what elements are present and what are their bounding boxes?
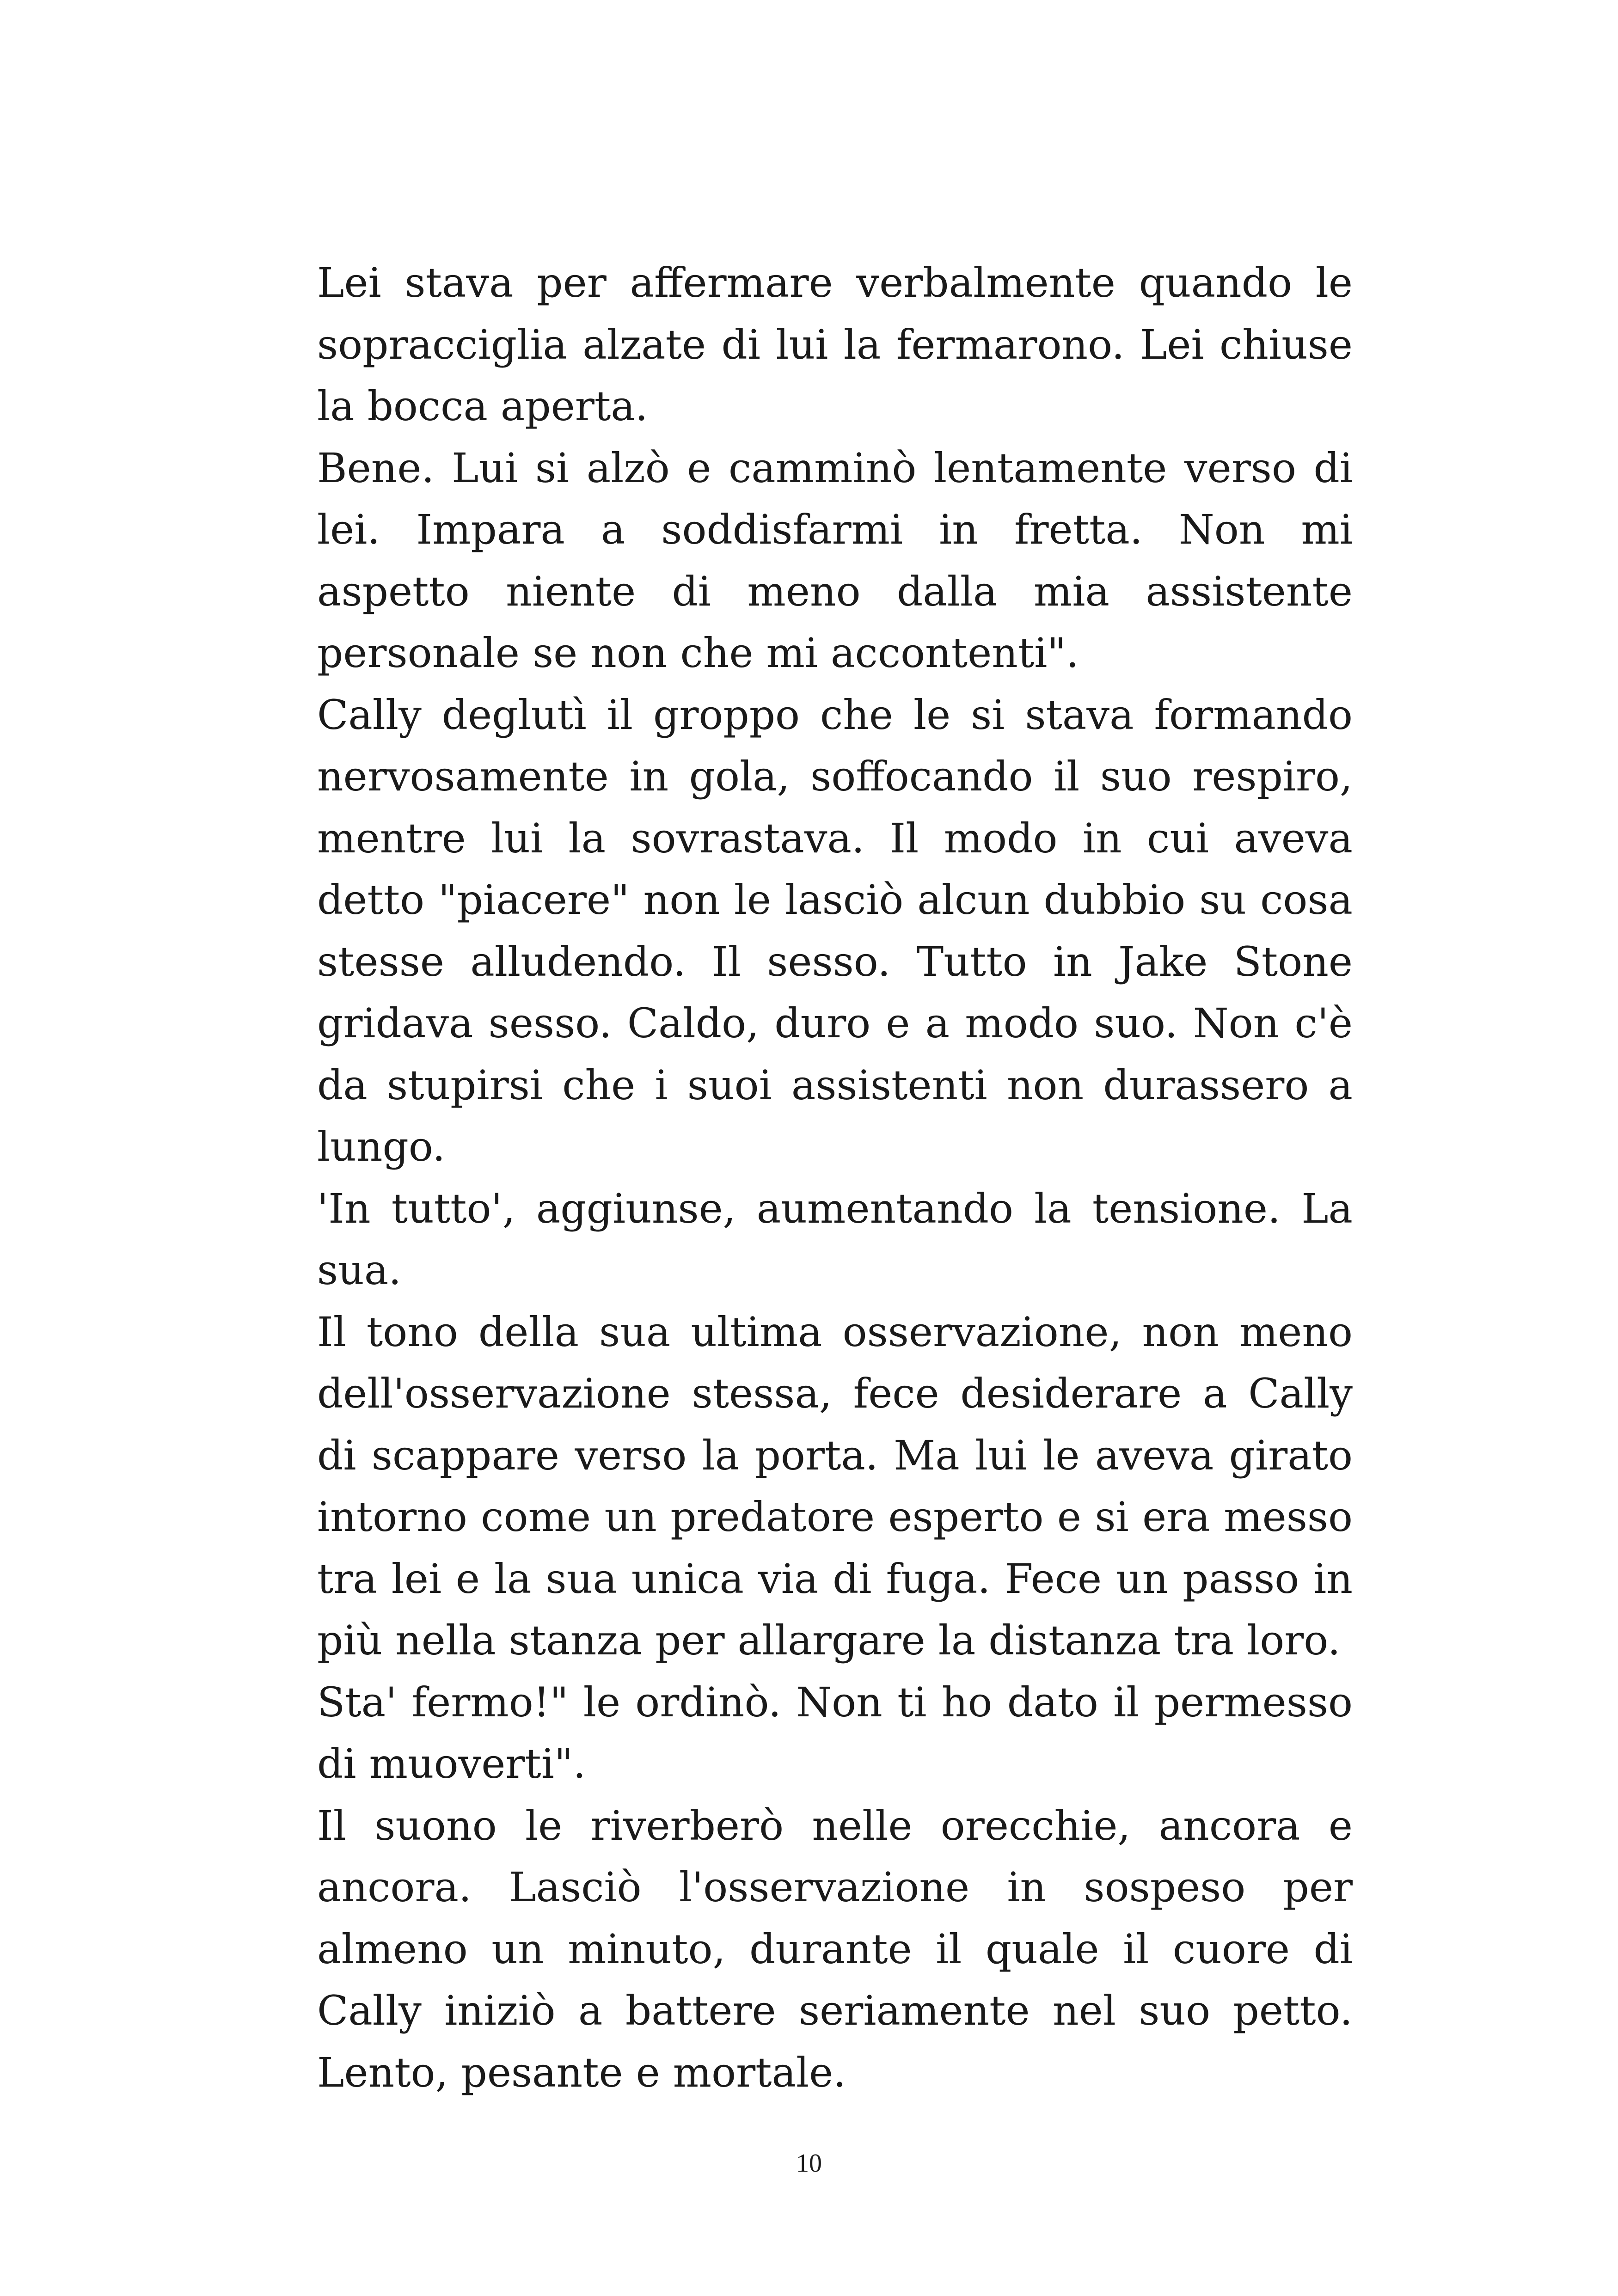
page-number: 10	[796, 2149, 822, 2178]
body-text	[317, 252, 1353, 2103]
paragraph: Bene. Lui si alzò e camminò lentamente verso di lei. Impara a soddisfarmi in fretta. Non mi aspetto niente di meno dalla mia assistente personale se non che mi accontenti".	[317, 444, 1353, 677]
paragraph: Cally deglutì il groppo che le si stava formando nervosamente in gola, soffocando il suo respiro, mentre lui la sovrastava. Il modo in cui aveva detto "piacere" non le lasciò alcun dubbio su cosa stesse alludendo. Il sesso. Tutto in Jake Stone gridava sesso. Caldo, duro e a modo suo. Non c'è da stupirsi che i suoi assistenti non durassero a lungo.	[317, 691, 1353, 1170]
paragraph: Lei stava per affermare verbalmente quando le sopracciglia alzate di lui la fermarono. Lei chiuse la bocca aperta.	[317, 259, 1353, 430]
paragraph: Il tono della sua ultima osservazione, non meno dell'osservazione stessa, fece desiderare a Cally di scappare verso la porta. Ma lui le aveva girato intorno come un predatore esperto e si era messo tra lei e la sua unica via di fuga. Fece un passo in più nella stanza per allargare la distanza tra loro.	[317, 1308, 1353, 1664]
paragraph: 'In tutto', aggiunse, aumentando la tensione. La sua.	[317, 1184, 1353, 1294]
paragraph: Sta' fermo!" le ordinò. Non ti ho dato il permesso di muoverti".	[317, 1678, 1353, 1788]
paragraph: Il suono le riverberò nelle orecchie, ancora e ancora. Lasciò l'osservazione in sospeso per almeno un minuto, durante il quale il cuore di Cally iniziò a battere seriamente nel suo petto. Lento, pesante e mortale.	[317, 1801, 1353, 2096]
